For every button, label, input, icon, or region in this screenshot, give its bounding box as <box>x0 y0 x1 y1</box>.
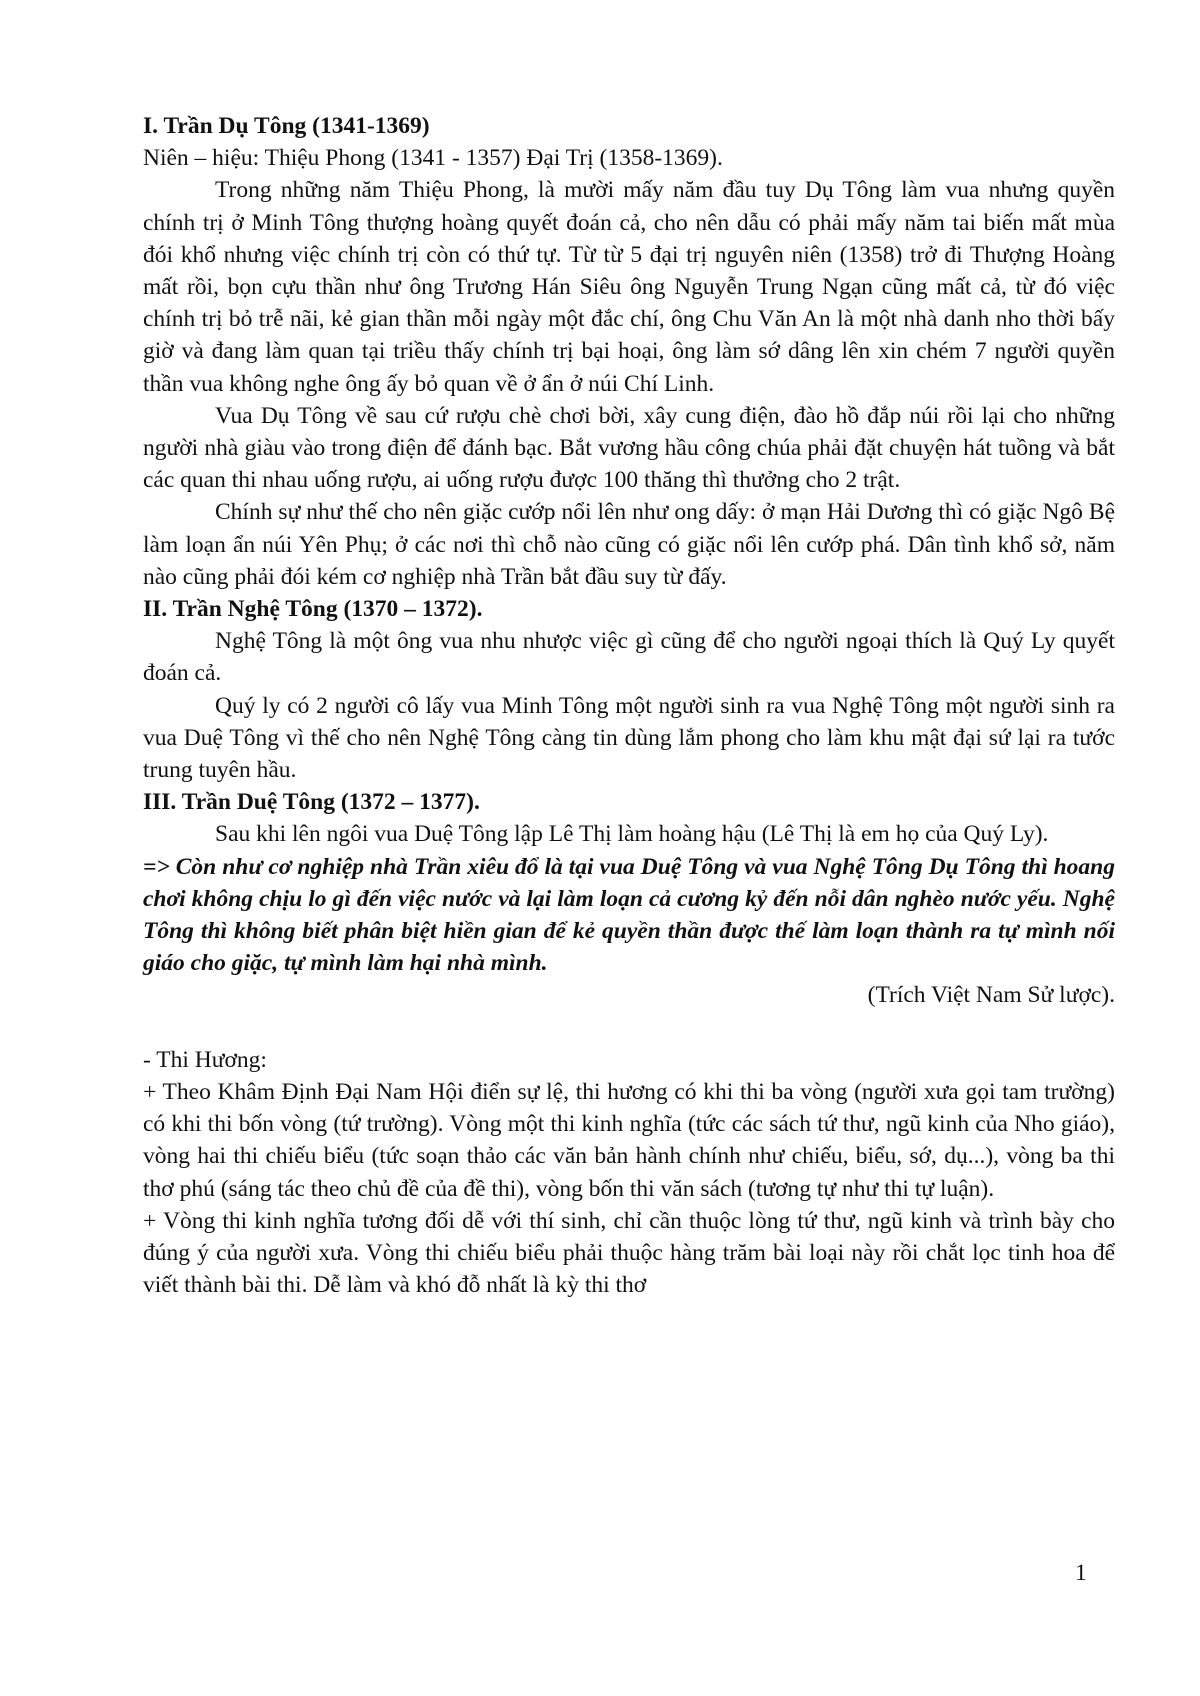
section-2-paragraph-1: Nghệ Tông là một ông vua nhu nhược việc gì cũng để cho người ngoại thích là Quý Ly quyết đoán cả. <box>143 628 1115 687</box>
source-citation: (Trích Việt Nam Sử lược). <box>867 982 1115 1009</box>
page-number: 1 <box>1075 1560 1087 1586</box>
section-3-heading: III. Trần Duệ Tông (1372 – 1377). <box>143 789 480 816</box>
section-1-paragraph-2: Vua Dụ Tông về sau cứ rượu chè chơi bời, xây cung điện, đào hồ đắp núi rồi lại cho những người nhà giàu vào trong điện để đánh bạc. Bắt vương hầu công chúa phải đặt chuyện hát tuồng và bắt các quan thi nhau uống rượu, ai uống rượu được 100 thăng thì thưởng cho 2 trật. <box>143 402 1115 494</box>
document-body <box>143 110 1115 1301</box>
section-1-paragraph-1: Trong những năm Thiệu Phong, là mười mấy năm đầu tuy Dụ Tông làm vua nhưng quyền chính trị ở Minh Tông thượng hoàng quyết đoán cả, cho nên dẫu có phải mấy năm tai biến mất mùa đói khổ nhưng việc chính trị còn có thứ tự. Từ từ 5 đại trị nguyên niên (1358) trở đi Thượng Hoàng mất rồi, bọn cựu thần như ông Trương Hán Siêu ông Nguyễn Trung Ngạn cũng mất cả, từ đó việc chính trị bỏ trễ nãi, kẻ gian thần mỗi ngày một đắc chí, ông Chu Văn An là một nhà danh nho thời bấy giờ và đang làm quan tại triều thấy chính trị bại hoại, ông làm sớ dâng lên xin chém 7 người quyền thần vua không nghe ông ấy bỏ quan về ở ẩn ở núi Chí Linh. <box>143 177 1115 397</box>
section-1-paragraph-3: Chính sự như thế cho nên giặc cướp nổi lên như ong dấy: ở mạn Hải Dương thì có giặc Ngô Bệ làm loạn ẩn núi Yên Phụ; ở các nơi thì chỗ nào cũng có giặc nổi lên cướp phá. Dân tình khổ sở, năm nào cũng phải đói kém cơ nghiệp nhà Trần bắt đầu suy từ đấy. <box>143 499 1115 590</box>
section-1-era: Niên – hiệu: Thiệu Phong (1341 - 1357) Đại Trị (1358-1369). <box>143 145 723 172</box>
thi-huong-paragraph-2: + Vòng thi kinh nghĩa tương đối dễ với thí sinh, chỉ cần thuộc lòng tứ thư, ngũ kinh và trình bày cho đúng ý của người xưa. Vòng thi chiếu biểu phải thuộc hàng trăm bài loại này rồi chắt lọc tinh hoa để viết thành bài thi. Dễ làm và khó đỗ nhất là kỳ thi thơ <box>143 1207 1115 1299</box>
thi-huong-title: - Thi Hương: <box>143 1046 267 1073</box>
section-3-paragraph-1: Sau khi lên ngôi vua Duệ Tông lập Lê Thị làm hoàng hậu (Lê Thị là em họ của Quý Ly). <box>215 821 1049 848</box>
section-2-paragraph-2: Quý ly có 2 người cô lấy vua Minh Tông một người sinh ra vua Nghệ Tông một người sinh ra vua Duệ Tông vì thế cho nên Nghệ Tông càng tin dùng lắm phong cho làm khu mật đại sứ lại ra tước trung tuyên hầu. <box>143 692 1115 784</box>
section-1-heading: I. Trần Dụ Tông (1341-1369) <box>143 113 430 139</box>
section-3-conclusion: => Còn như cơ nghiệp nhà Trần xiêu đổ là tại vua Duệ Tông và vua Nghệ Tông Dụ Tông thì hoang chơi không chịu lo gì đến việc nước và lại làm loạn cả cương kỷ đến nỗi dân nghèo nước yếu. Nghệ Tông thì không biết phân biệt hiền gian để kẻ quyền thần được thế làm loạn thành ra tự mình nối giáo cho giặc, tự mình làm hại nhà mình. <box>143 853 1115 977</box>
section-2-heading: II. Trần Nghệ Tông (1370 – 1372). <box>143 596 483 623</box>
thi-huong-paragraph-1: + Theo Khâm Định Đại Nam Hội điển sự lệ, thi hương có khi thi ba vòng (người xưa gọi tam trường) có khi thi bốn vòng (tứ trường). Vòng một thi kinh nghĩa (tức các sách tứ thư, ngũ kinh của Nho giáo), vòng hai thi chiếu biểu (tức soạn thảo các văn bản hành chính như chiếu, biểu, sớ, dụ...), vòng ba thi thơ phú (sáng tác theo chủ đề của đề thi), vòng bốn thi văn sách (tương tự như thi tự luận). <box>143 1078 1115 1202</box>
spacer <box>143 1012 1115 1044</box>
